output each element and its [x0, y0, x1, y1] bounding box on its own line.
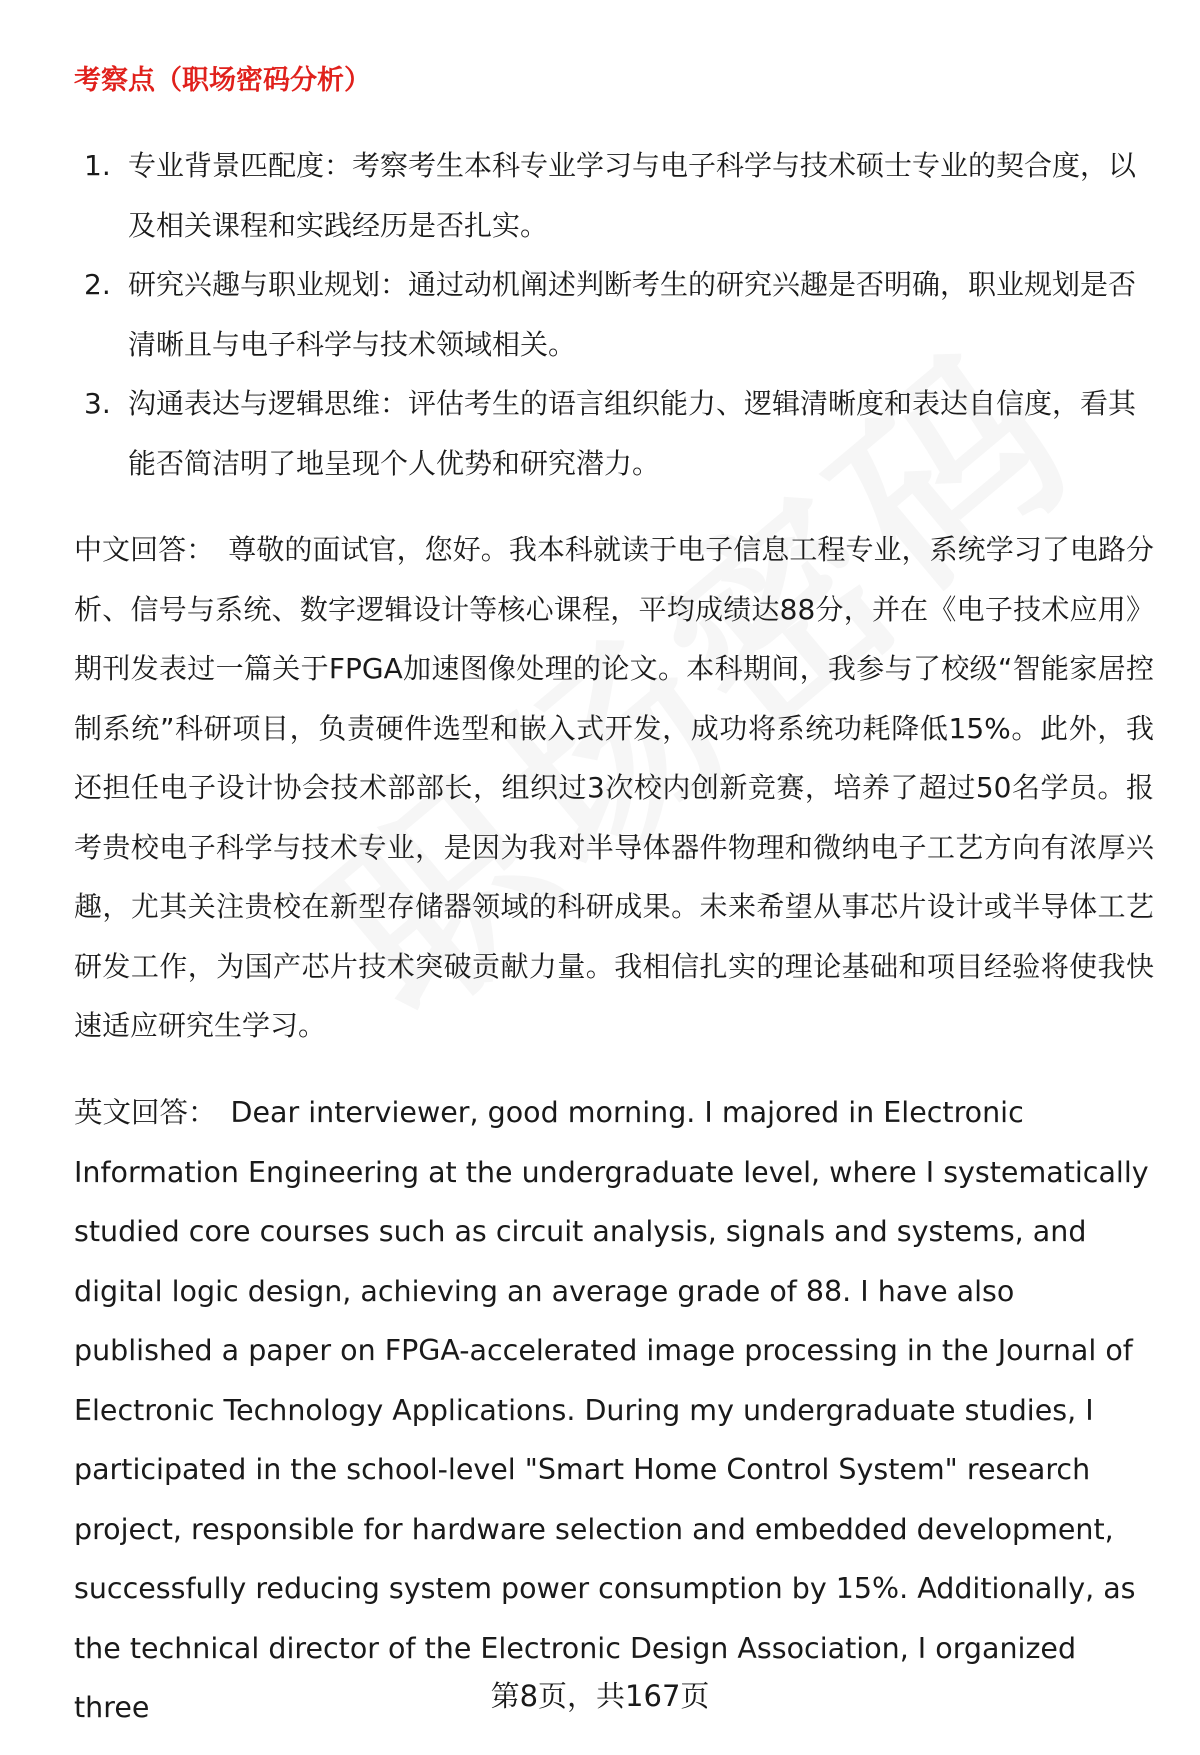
english-answer-text: Dear interviewer, good morning. I majored in Electronic Information Engineering at the undergraduate level, where I systematically studied core courses such as circuit analysis, signals and systems, and digital logic design, achieving an average grade of 88. I have also published a paper on FPGA-accelerated image processing in the Journal of Electronic Technology Applications. During my undergraduate studies, I participated in the school-level "Smart Home Control System" research project, responsible for hardware selection and embedded development, successfully reducing system power consumption by 15%. Additionally, as the technical director of the Electronic Design Association, I organized three: [74, 1096, 1149, 1724]
chinese-answer-text: 尊敬的面试官，您好。我本科就读于电子信息工程专业，系统学习了电路分析、信号与系统、数字逻辑设计等核心课程，平均成绩达88分，并在《电子技术应用》期刊发表过一篇关于FPGA加速图像处理的论文。本科期间，我参与了校级“智能家居控制系统”科研项目，负责硬件选型和嵌入式开发，成功将系统功耗降低15%。此外，我还担任电子设计协会技术部部长，组织过3次校内创新竞赛，培养了超过50名学员。报考贵校电子科学与技术专业，是因为我对半导体器件物理和微纳电子工艺方向有浓厚兴趣，尤其关注贵校在新型存储器领域的科研成果。未来希望从事芯片设计或半导体工艺研发工作，为国产芯片技术突破贡献力量。我相信扎实的理论基础和项目经验将使我快速适应研究生学习。: [74, 533, 1154, 1042]
section-title: 考察点（职场密码分析）: [74, 65, 371, 96]
evaluation-point: [74, 255, 1154, 374]
english-answer-label: 英文回答：: [74, 1096, 217, 1129]
page-footer: 第8页，共167页: [490, 1679, 710, 1713]
chinese-answer: [74, 520, 1154, 1056]
evaluation-point: [74, 374, 1154, 493]
english-answer: [74, 1083, 1154, 1738]
point-number: 2.: [84, 268, 111, 301]
evaluation-points-list: [74, 136, 1154, 493]
point-number: 1.: [84, 149, 111, 182]
point-text: 专业背景匹配度：考察考生本科专业学习与电子科学与技术硕士专业的契合度，以及相关课程和实践经历是否扎实。: [128, 149, 1137, 242]
point-text: 沟通表达与逻辑思维：评估考生的语言组织能力、逻辑清晰度和表达自信度，看其能否简洁明了地呈现个人优势和研究潜力。: [128, 387, 1137, 480]
chinese-answer-label: 中文回答：: [74, 533, 215, 566]
point-number: 3.: [84, 387, 111, 420]
evaluation-point: [74, 136, 1154, 255]
point-text: 研究兴趣与职业规划：通过动机阐述判断考生的研究兴趣是否明确，职业规划是否清晰且与电子科学与技术领域相关。: [128, 268, 1137, 361]
